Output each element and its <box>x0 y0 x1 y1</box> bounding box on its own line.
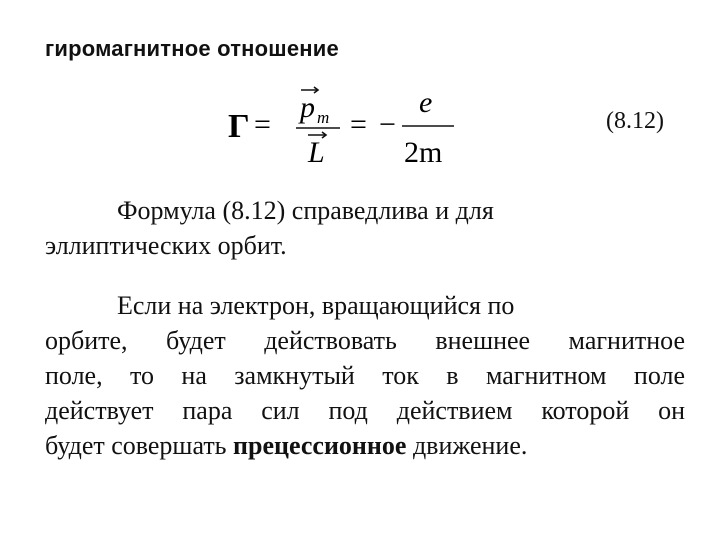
paragraph-2 <box>45 288 685 463</box>
equation-number: (8.12) <box>606 108 664 134</box>
paragraph-2-line-1: Если на электрон, вращающийся по <box>117 291 515 320</box>
paragraph-2-line-4: действует пара сил под действием которой он <box>45 396 685 425</box>
formula-equals-1: = <box>254 108 271 141</box>
formula-p-subscript: m <box>317 108 330 127</box>
gyromagnetic-ratio-formula <box>228 82 468 172</box>
fraction-e-over-2m <box>402 86 454 169</box>
paragraph-2-line-2: орбите, будет действовать внешнее магнитное <box>45 326 685 355</box>
paragraph-1 <box>45 193 685 263</box>
formula-p: p <box>300 91 315 124</box>
formula-minus: − <box>379 108 396 141</box>
paragraph-2-line-3: поле, то на замкнутый ток в магнитном поле <box>45 361 685 390</box>
paragraph-1-line-2: эллиптических орбит. <box>45 231 287 260</box>
paragraph-2-line-5-pre: будет совершать <box>45 431 234 460</box>
formula-equals-2: = <box>350 108 367 141</box>
formula-2m: 2m <box>404 136 443 169</box>
precession-term: прецессионное <box>233 431 407 460</box>
paragraph-2-line-5 <box>45 428 685 463</box>
formula-e: e <box>419 86 433 119</box>
paragraph-2-line-5-post: движение. <box>406 431 528 460</box>
section-heading: гиромагнитное отношение <box>45 36 339 61</box>
formula-L: L <box>308 136 325 169</box>
fraction-pm-over-L <box>296 82 340 169</box>
paragraph-1-line-1: Формула (8.12) справедлива и для <box>117 196 494 225</box>
formula-gamma: Г <box>228 108 250 145</box>
